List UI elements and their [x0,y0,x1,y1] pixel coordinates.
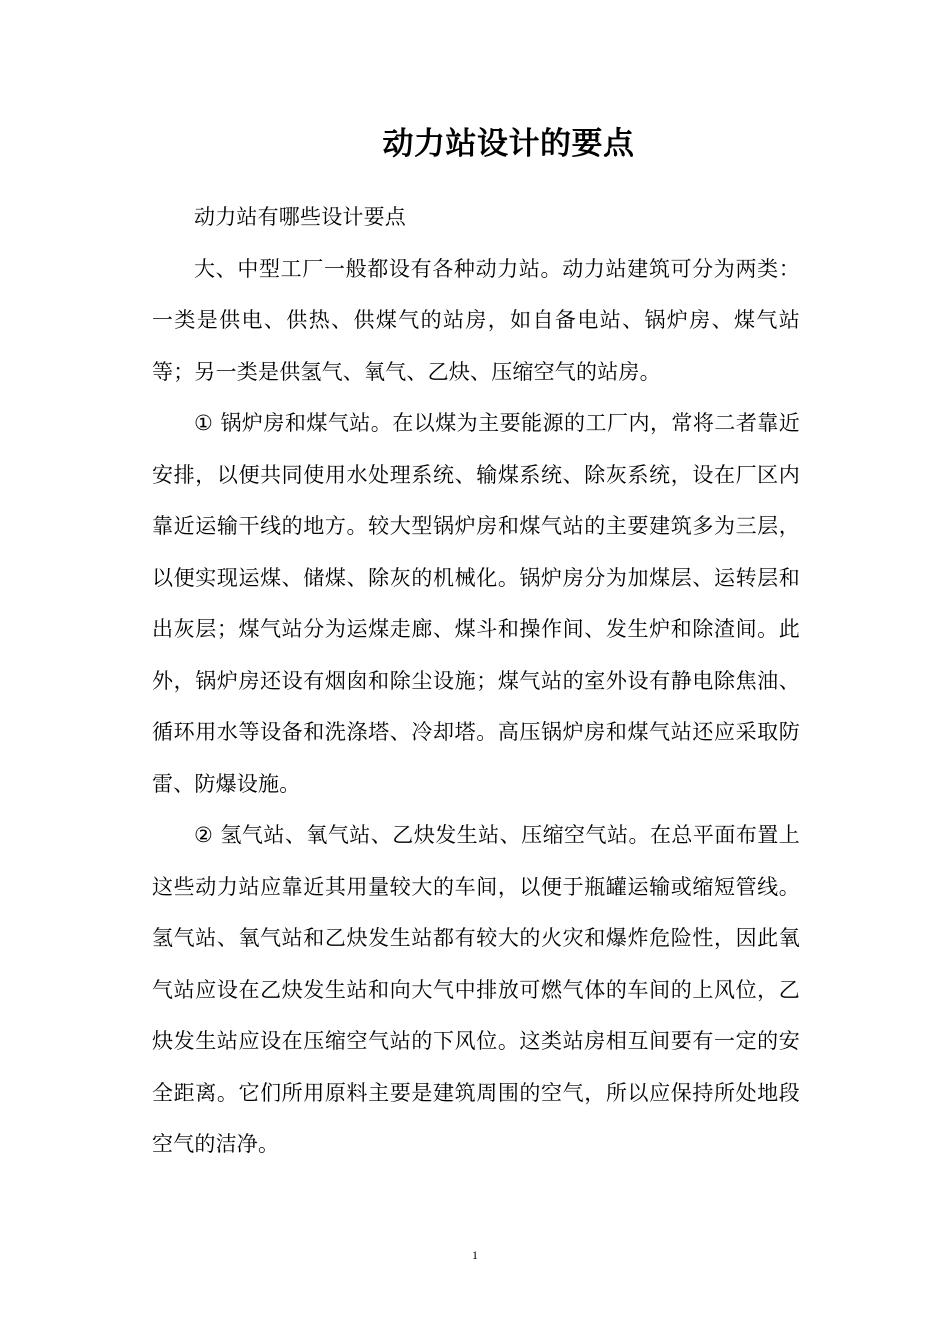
gas-supply-station-paragraph: ② 氢气站、氧气站、乙炔发生站、压缩空气站。在总平面布置上这些动力站应靠近其用量较大的车间，以便于瓶罐运输或缩短管线。氢气站、氧气站和乙炔发生站都有较大的火灾和爆炸危险性，因此氧气站应设在乙炔发生站和向大气中排放可燃气体的车间的上风位，乙炔发生站应设在压缩空气站的下风位。这类站房相互间要有一定的安全距离。它们所用原料主要是建筑周围的空气，所以应保持所处地段空气的洁净。 [152,823,800,1156]
page-number: 1 [472,1248,478,1262]
document-body [152,192,800,1171]
boiler-gas-station-paragraph: ① 锅炉房和煤气站。在以煤为主要能源的工厂内，常将二者靠近安排，以便共同使用水处理系统、输煤系统、除灰系统，设在厂区内靠近运输干线的地方。较大型锅炉房和煤气站的主要建筑多为三层，以便实现运煤、储煤、除灰的机械化。锅炉房分为加煤层、运转层和出灰层；煤气站分为运煤走廊、煤斗和操作间、发生炉和除渣间。此外，锅炉房还设有烟囱和除尘设施；煤气站的室外设有静电除焦油、循环用水等设备和洗涤塔、冷却塔。高压锅炉房和煤气站还应采取防雷、防爆设施。 [152,411,800,796]
intro-paragraph: 大、中型工厂一般都设有各种动力站。动力站建筑可分为两类：一类是供电、供热、供煤气的站房，如自备电站、锅炉房、煤气站等；另一类是供氢气、氧气、乙炔、压缩空气的站房。 [152,256,800,384]
document-title: 动力站设计的要点 [382,126,635,162]
subtitle-paragraph: 动力站有哪些设计要点 [194,205,406,229]
